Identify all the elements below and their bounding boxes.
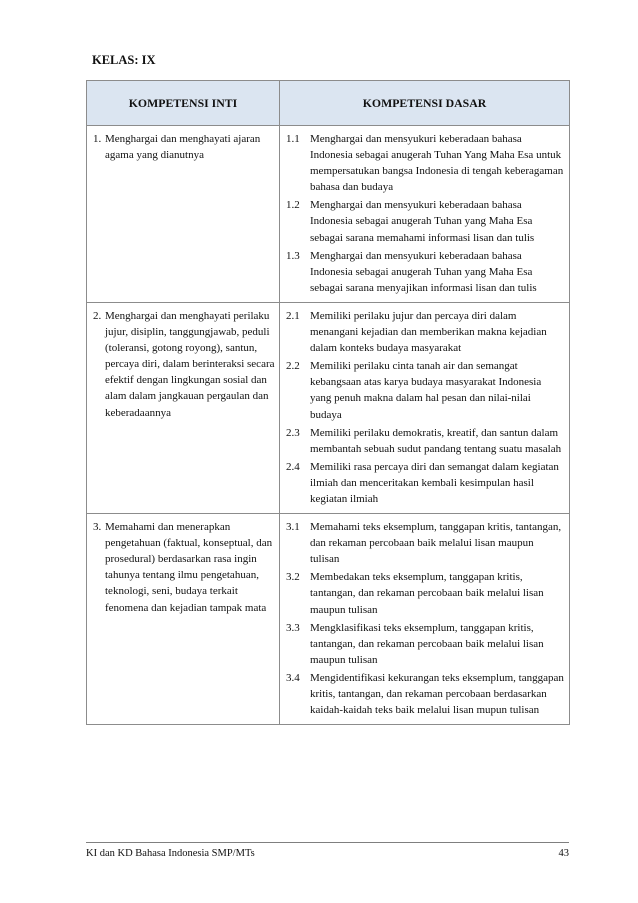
kd-item (286, 569, 565, 617)
class-heading: KELAS: IX (92, 53, 156, 67)
kd-text: Mengidentifikasi kekurangan teks eksemplum, tanggapan kritis, tantangan, dan rekaman percobaan berdasarkan kaidah-kaidah teks baik melalui lisan mupun tulisan (310, 671, 564, 717)
kd-text: Menghargai dan mensyukuri keberadaan bahasa Indonesia sebagai anugerah Tuhan Yang Maha Esa untuk mempersatukan bangsa Indonesia di tengah keberagaman bahasa dan budaya (310, 133, 564, 194)
kd-number: 3.1 (286, 521, 300, 534)
kd-item (286, 425, 565, 457)
kd-item (286, 519, 565, 567)
kd-cell (280, 126, 570, 303)
kd-item (286, 620, 565, 668)
page-footer (86, 842, 569, 859)
ki-number: 3. (93, 521, 102, 534)
ki-text: Menghargai dan menghayati perilaku jujur, disiplin, tanggungjawab, peduli (toleransi, gotong royong), santun, percaya diri, dalam berinteraksi secara efektif dengan lingkungan sosial dan alam dalam jangkauan pergaulan dan keberadaannya (105, 309, 275, 419)
ki-text: Memahami dan menerapkan pengetahuan (faktual, konseptual, dan prosedural) berdasarkan rasa ingin tahunya tentang ilmu pengetahuan, teknologi, seni, budaya terkait fenomena dan kejadian tampak mata (105, 521, 273, 614)
kd-text: Memiliki perilaku jujur dan percaya diri dalam menangani kejadian dan memberikan makna kejadian dalam konteks budaya masyarakat (310, 309, 547, 355)
kd-item (286, 197, 565, 245)
kd-number: 1.2 (286, 199, 300, 212)
kd-number: 2.1 (286, 309, 300, 322)
ki-number: 1. (93, 133, 102, 145)
kd-item (286, 459, 565, 507)
kd-text: Menghargai dan mensyukuri keberadaan bahasa Indonesia sebagai anugerah Tuhan yang Maha Esa sebagai sarana menyajikan informasi lisan dan tulis (310, 249, 537, 294)
kd-item (286, 670, 565, 718)
kd-text: Mengklasifikasi teks eksemplum, tanggapan kritis, tantangan, dan rekaman percobaan baik melalui lisan maupun tulisan (310, 621, 544, 666)
header-kompetensi-dasar: KOMPETENSI DASAR (280, 81, 570, 126)
kd-number: 3.2 (286, 571, 300, 584)
kd-text: Menghargai dan mensyukuri keberadaan bahasa Indonesia sebagai anugerah Tuhan yang Maha Esa sebagai sarana memahami informasi lisan dan tulis (310, 199, 535, 244)
table-header-row (87, 81, 570, 126)
ki-cell (87, 302, 280, 513)
kd-text: Memiliki perilaku cinta tanah air dan semangat kebangsaan atas karya budaya masyarakat Indonesia yang penuh makna dalam hal pesan dan nilai-nilai budaya (310, 360, 542, 421)
ki-item (93, 519, 275, 616)
kd-item (286, 358, 565, 422)
header-kompetensi-inti: KOMPETENSI INTI (87, 81, 280, 126)
ki-cell (87, 514, 280, 725)
page-number: 43 (558, 848, 569, 859)
kd-number: 2.4 (286, 460, 300, 473)
kd-number: 1.3 (286, 249, 300, 262)
ki-item (93, 131, 275, 163)
table-row (87, 126, 570, 303)
ki-item (93, 308, 275, 421)
competency-table (86, 80, 570, 725)
kd-number: 3.3 (286, 621, 300, 634)
ki-number: 2. (93, 309, 102, 322)
kd-number: 1.1 (286, 133, 300, 145)
kd-item (286, 131, 565, 195)
kd-text: Membedakan teks eksemplum, tanggapan kritis, tantangan, dan rekaman percobaan baik melalui lisan maupun tulisan (310, 571, 544, 616)
table-row (87, 302, 570, 513)
kd-item (286, 248, 565, 296)
table-row (87, 514, 570, 725)
kd-text: Memiliki perilaku demokratis, kreatif, dan santun dalam membantah sebuah sudut pandang tentang suatu masalah (310, 426, 562, 455)
kd-text: Memiliki rasa percaya diri dan semangat dalam kegiatan ilmiah dan menceritakan kembali kesimpulan hasil kegiatan ilmiah (310, 460, 559, 505)
kd-number: 3.4 (286, 671, 300, 684)
ki-text: Menghargai dan menghayati ajaran agama yang dianutnya (105, 133, 261, 162)
kd-number: 2.3 (286, 426, 300, 439)
kd-item (286, 308, 565, 356)
kd-cell (280, 514, 570, 725)
footer-title: KI dan KD Bahasa Indonesia SMP/MTs (86, 848, 255, 859)
kd-text: Memahami teks eksemplum, tanggapan kritis, tantangan, dan rekaman percobaan baik melalui lisan maupun tulisan (310, 521, 562, 566)
ki-cell (87, 126, 280, 303)
kd-number: 2.2 (286, 360, 300, 373)
kd-cell (280, 302, 570, 513)
